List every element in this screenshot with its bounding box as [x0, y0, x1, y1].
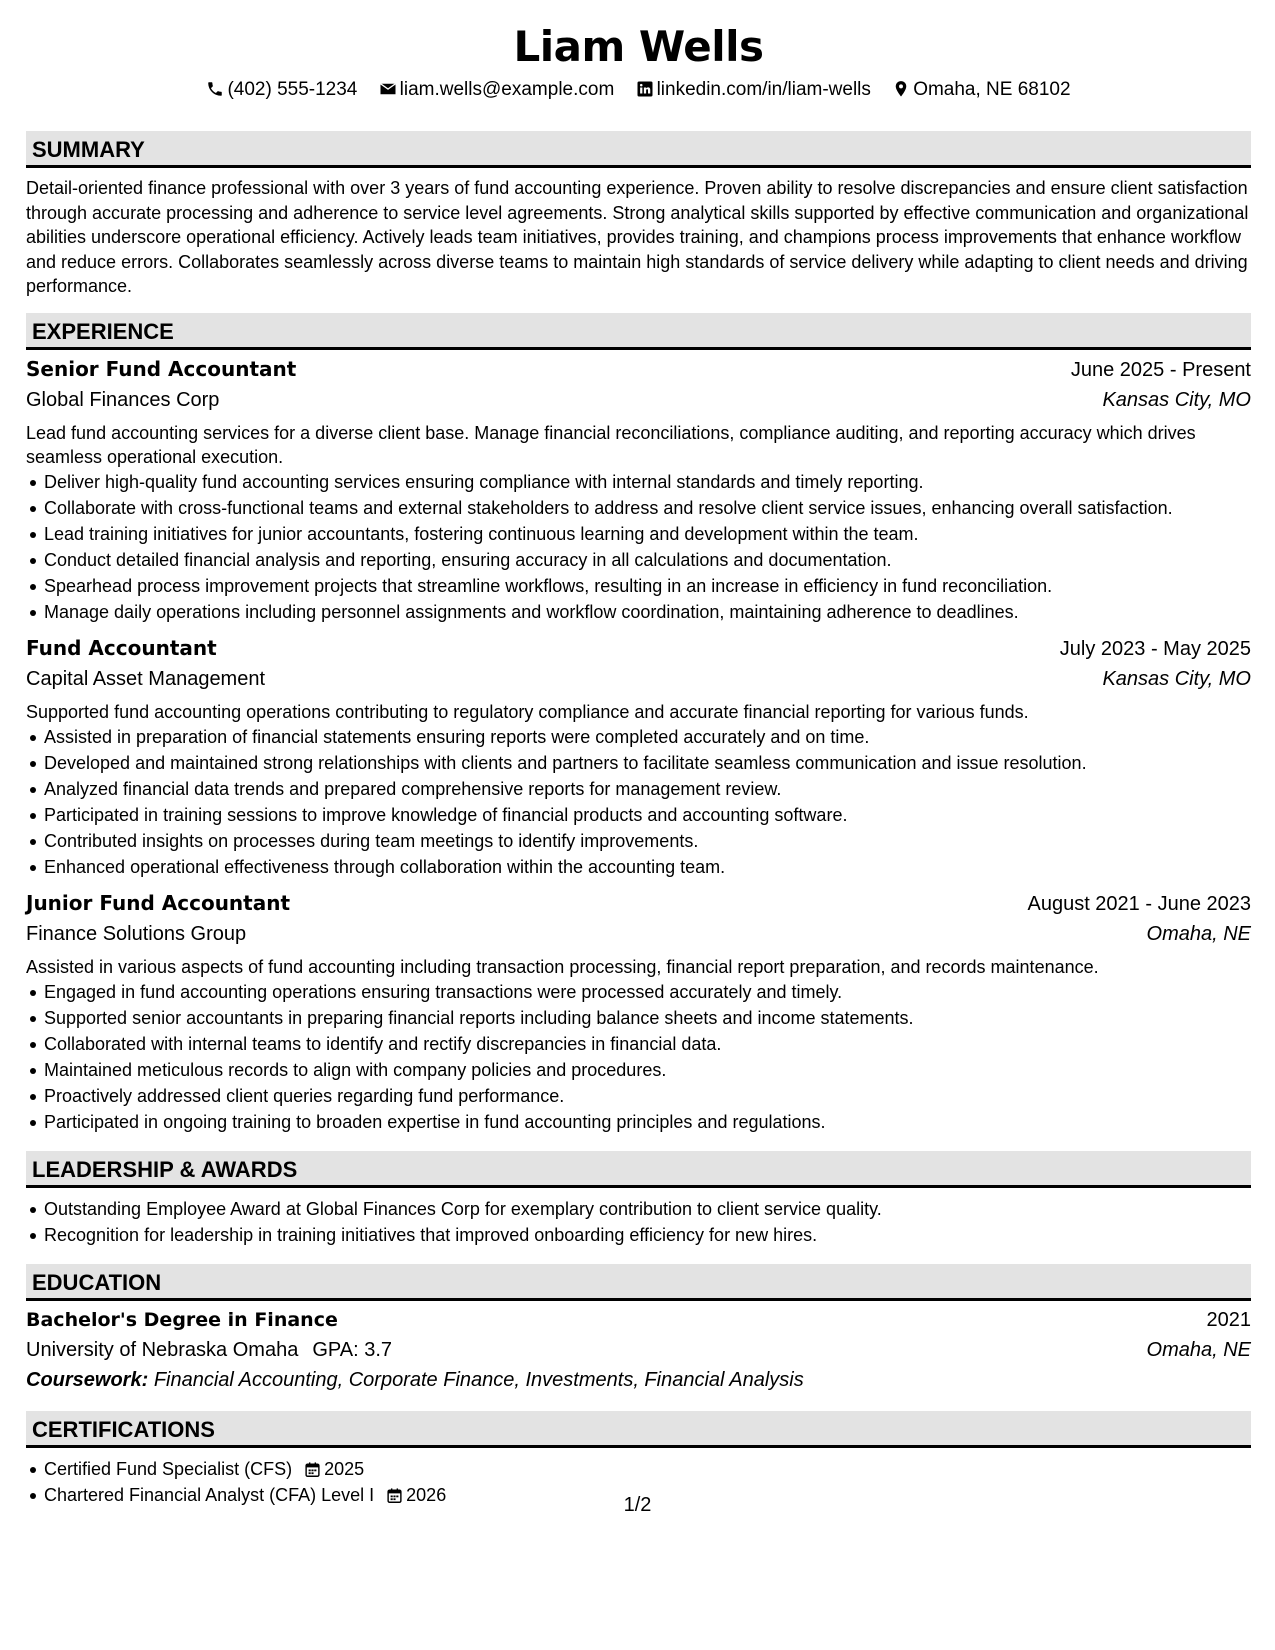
list-item: Lead training initiatives for junior accountants, fostering continuous learning and development within the team. — [44, 521, 1251, 547]
job-title: Senior Fund Accountant — [26, 356, 297, 381]
job-title: Junior Fund Accountant — [26, 890, 291, 915]
job-company: Finance Solutions Group — [26, 922, 247, 945]
phone-text: (402) 555-1234 — [227, 79, 358, 100]
job-description: Supported fund accounting operations contributing to regulatory compliance and accurate financial reporting for various funds. — [26, 701, 1029, 722]
leadership-heading: LEADERSHIP & AWARDS — [32, 1156, 298, 1182]
job-location: Omaha, NE — [1146, 922, 1251, 945]
list-item: Participated in ongoing training to broaden expertise in fund accounting principles and regulations. — [44, 1109, 1251, 1135]
list-item: Outstanding Employee Award at Global Finances Corp for exemplary contribution to client service quality. — [44, 1196, 1251, 1222]
school-location: Omaha, NE — [1146, 1338, 1251, 1361]
list-item: Manage daily operations including personnel assignments and workflow coordination, maintaining adherence to deadlines. — [44, 599, 1251, 625]
candidate-name: Liam Wells — [513, 22, 764, 71]
certification-year: 2026 — [406, 1484, 447, 1505]
job-company: Capital Asset Management — [26, 667, 266, 690]
contact-bar — [26, 78, 1251, 102]
degree-title: Bachelor's Degree in Finance — [26, 1308, 338, 1331]
job-dates: July 2023 - May 2025 — [1059, 637, 1251, 660]
calendar-icon — [304, 1461, 321, 1478]
list-item: Recognition for leadership in training initiatives that improved onboarding efficiency for new hires. — [44, 1222, 1251, 1248]
job-entry — [26, 633, 1251, 880]
list-item: Deliver high-quality fund accounting services ensuring compliance with internal standards and timely reporting. — [44, 469, 1251, 495]
resume-page — [26, 22, 1251, 1508]
job-bullets — [26, 979, 1251, 1135]
list-item: Participated in training sessions to improve knowledge of financial products and accounting software. — [44, 802, 1251, 828]
job-description: Lead fund accounting services for a diverse client base. Manage financial reconciliations, compliance auditing, and reporting accuracy which drives seamless operational execution. — [26, 422, 1196, 467]
linkedin-text: linkedin.com/in/liam-wells — [656, 79, 871, 100]
summary-heading: SUMMARY — [32, 137, 145, 162]
contact-email[interactable] — [379, 78, 615, 102]
list-item: Assisted in preparation of financial statements ensuring reports were completed accurately and on time. — [44, 724, 1251, 750]
job-entry — [26, 354, 1251, 625]
job-bullets — [26, 724, 1251, 880]
list-item: Collaborated with internal teams to identify and rectify discrepancies in financial data. — [44, 1031, 1251, 1057]
summary-text: Detail-oriented finance professional with over 3 years of fund accounting experience. Proven ability to resolve discrepancies and ensure client satisfaction through accurate processing and adherence to service level agreements. Strong analytical skills supported by effective communication and organizational abilities underscore operational efficiency. Actively leads team initiatives, provides training, and champions process improvements that enhance workflow and reduce errors. Collaborates seamlessly across diverse teams to maintain high standards of service delivery while adapting to client needs and driving performance. — [26, 178, 1249, 296]
list-item — [44, 1456, 1251, 1482]
experience-section-header — [26, 313, 1251, 350]
certification-name: Certified Fund Specialist (CFS) — [44, 1458, 293, 1479]
envelope-icon — [379, 80, 397, 98]
coursework — [26, 1365, 1251, 1395]
education-entry — [26, 1305, 1251, 1395]
job-location: Kansas City, MO — [1102, 667, 1251, 690]
job-dates: June 2025 - Present — [1070, 358, 1251, 381]
school-line — [26, 1335, 392, 1365]
graduation-year: 2021 — [1206, 1308, 1251, 1331]
education-heading: EDUCATION — [32, 1269, 162, 1295]
list-item: Maintained meticulous records to align with company policies and procedures. — [44, 1057, 1251, 1083]
certification-name: Chartered Financial Analyst (CFA) Level I — [44, 1484, 375, 1505]
list-item: Supported senior accountants in preparing financial reports including balance sheets and income statements. — [44, 1005, 1251, 1031]
location-text: Omaha, NE 68102 — [913, 79, 1071, 100]
leadership-section-header — [26, 1151, 1251, 1188]
map-pin-icon — [892, 80, 910, 98]
job-description: Assisted in various aspects of fund accounting including transaction processing, financial report preparation, and records maintenance. — [26, 956, 1099, 977]
page-number: 1/2 — [623, 1494, 652, 1516]
job-company: Global Finances Corp — [26, 388, 220, 411]
list-item: Conduct detailed financial analysis and reporting, ensuring accuracy in all calculations and documentation. — [44, 547, 1251, 573]
coursework-label: Coursework: — [26, 1368, 149, 1391]
education-section-header — [26, 1264, 1251, 1301]
job-title: Fund Accountant — [26, 635, 217, 660]
contact-linkedin[interactable] — [636, 78, 871, 102]
job-bullets — [26, 469, 1251, 625]
coursework-list: Financial Accounting, Corporate Finance, Investments, Financial Analysis — [153, 1368, 804, 1391]
list-item: Contributed insights on processes during team meetings to identify improvements. — [44, 828, 1251, 854]
school-name: University of Nebraska Omaha — [26, 1338, 299, 1361]
job-entry — [26, 888, 1251, 1135]
experience-heading: EXPERIENCE — [32, 318, 174, 344]
list-item: Spearhead process improvement projects that streamline workflows, resulting in an increase in efficiency in fund reconciliation. — [44, 573, 1251, 599]
certifications-section-header — [26, 1411, 1251, 1448]
list-item: Analyzed financial data trends and prepared comprehensive reports for management review. — [44, 776, 1251, 802]
gpa: GPA: 3.7 — [312, 1338, 392, 1361]
leadership-list — [26, 1196, 1251, 1248]
certification-year: 2025 — [324, 1458, 365, 1479]
list-item: Collaborate with cross-functional teams and external stakeholders to address and resolve client service issues, enhancing overall satisfaction. — [44, 495, 1251, 521]
list-item: Engaged in fund accounting operations ensuring transactions were processed accurately and timely. — [44, 979, 1251, 1005]
linkedin-icon — [636, 80, 654, 98]
contact-location — [892, 78, 1070, 102]
phone-icon — [206, 80, 224, 98]
contact-phone[interactable] — [206, 78, 357, 102]
email-text: liam.wells@example.com — [399, 79, 615, 100]
job-location: Kansas City, MO — [1102, 388, 1251, 411]
list-item: Proactively addressed client queries regarding fund performance. — [44, 1083, 1251, 1109]
list-item: Developed and maintained strong relationships with clients and partners to facilitate seamless communication and issue resolution. — [44, 750, 1251, 776]
job-dates: August 2021 - June 2023 — [1027, 892, 1251, 915]
summary-section-header — [26, 131, 1251, 168]
list-item: Enhanced operational effectiveness through collaboration within the accounting team. — [44, 854, 1251, 880]
certifications-heading: CERTIFICATIONS — [32, 1416, 215, 1442]
